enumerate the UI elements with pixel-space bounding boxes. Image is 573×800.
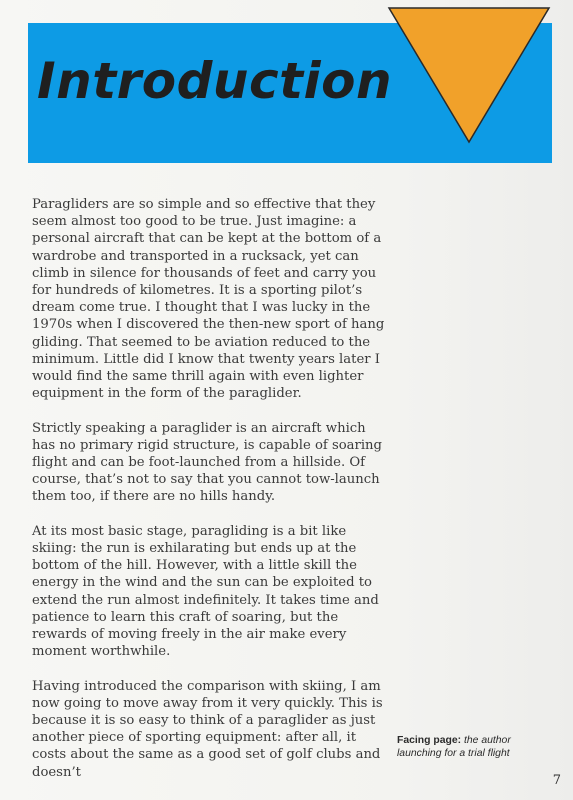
caption-text: the author launching for a trial flight — [397, 735, 511, 759]
photo-caption — [397, 734, 547, 760]
page-number: 7 — [552, 773, 561, 788]
body-paragraph-2: Strictly speaking a paraglider is an aircraft which has no primary rigid structure, is capable of soaring flight and can be foot-launched from a hillside. Of course, that’s not to say that you cannot tow-launch them too, if there are no hills handy. — [32, 420, 382, 505]
orange-triangle-graphic — [388, 7, 550, 143]
body-paragraph-3: At its most basic stage, paragliding is a bit like skiing: the run is exhilarating but ends up at the bottom of the hill. However, with a little skill the energy in the wind and the sun can be exploited to extend the run almost indefinitely. It takes time and patience to learn this craft of soaring, but the rewards of moving freely in the air make every moment worthwhile. — [32, 523, 379, 660]
main-body-text — [32, 196, 392, 798]
page-title: Introduction — [37, 52, 393, 110]
body-paragraph-4: Having introduced the comparison with skiing, I am now going to move away from it very quickly. This is because it is so easy to think of a paraglider as just another piece of sporting equipment: after all, it costs about the same as a good set of golf clubs and doesn’t — [32, 678, 383, 780]
caption-label: Facing page: — [397, 735, 462, 746]
body-paragraph-1: Paragliders are so simple and so effective that they seem almost too good to be true. Just imagine: a personal aircraft that can be kept at the bottom of a wardrobe and transported in a rucksack, yet can climb in silence for thousands of feet and carry you for hundreds of kilometres. It is a sporting pilot’s dream come true. I thought that I was lucky in the 1970s when I discovered the then-new sport of hang gliding. That seemed to be aviation reduced to the minimum. Little did I know that twenty years later I would find the same thrill again with even lighter equipment in the form of the paraglider. — [32, 197, 385, 402]
